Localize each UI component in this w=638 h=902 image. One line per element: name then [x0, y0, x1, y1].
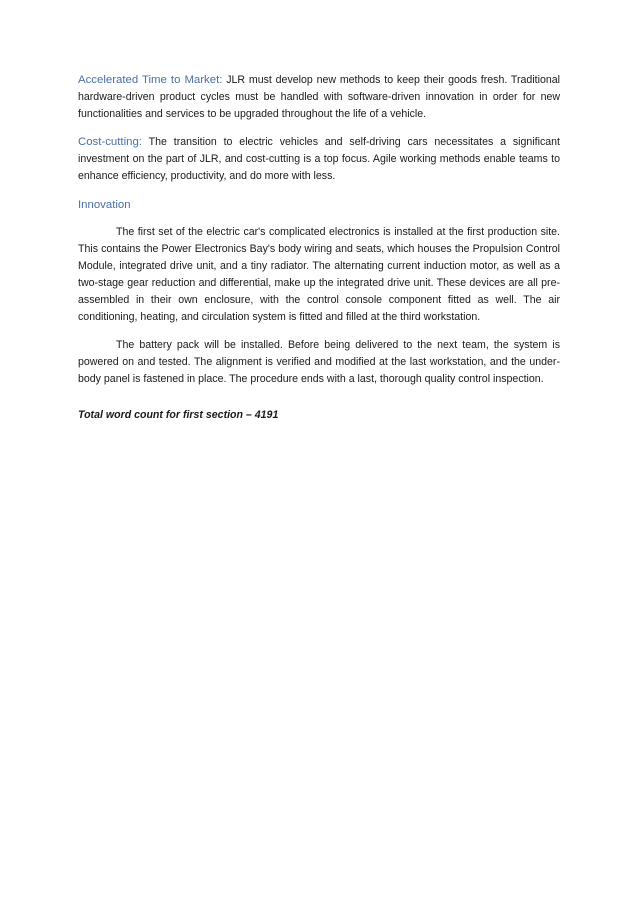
innovation-heading: Innovation — [78, 199, 131, 211]
innovation-paragraph-1: The first set of the electric car's complicated electronics is installed at the first production site. This contains the Power Electronics Bay's body wiring and seats, which houses the Propulsion Control Module, integrated drive unit, and a tiny radiator. The alternating current induction motor, as well as a two-stage gear reduction and differential, make up the integrated drive unit. These devices are all pre-assembled in their own enclosure, with the control console component fitted as well. The air conditioning, heating, and circulation system is fitted and filled at the third workstation. — [78, 226, 560, 323]
accelerated-time-to-market-paragraph — [78, 72, 560, 123]
cost-cutting-text: The transition to electric vehicles and self-driving cars necessitates a significant investment on the part of JLR, and cost-cutting is a top focus. Agile working methods enable teams to enhance efficiency, productivity, and do more with less. — [78, 136, 560, 182]
total-word-count: Total word count for first section – 4191 — [78, 409, 279, 421]
accelerated-time-to-market-label: Accelerated Time to Market: — [78, 74, 223, 86]
cost-cutting-paragraph — [78, 134, 560, 185]
cost-cutting-label: Cost-cutting: — [78, 136, 142, 148]
accelerated-time-to-market-text: JLR must develop new methods to keep their goods fresh. Traditional hardware-driven product cycles must be handled with software-driven innovation in order for new functionalities and services to be upgraded throughout the life of a vehicle. — [78, 74, 560, 120]
innovation-paragraph-2: The battery pack will be installed. Before being delivered to the next team, the system is powered on and tested. The alignment is verified and modified at the last workstation, and the under-body panel is fastened in place. The procedure ends with a last, thorough quality control inspection. — [78, 339, 560, 385]
document-page — [78, 72, 560, 424]
